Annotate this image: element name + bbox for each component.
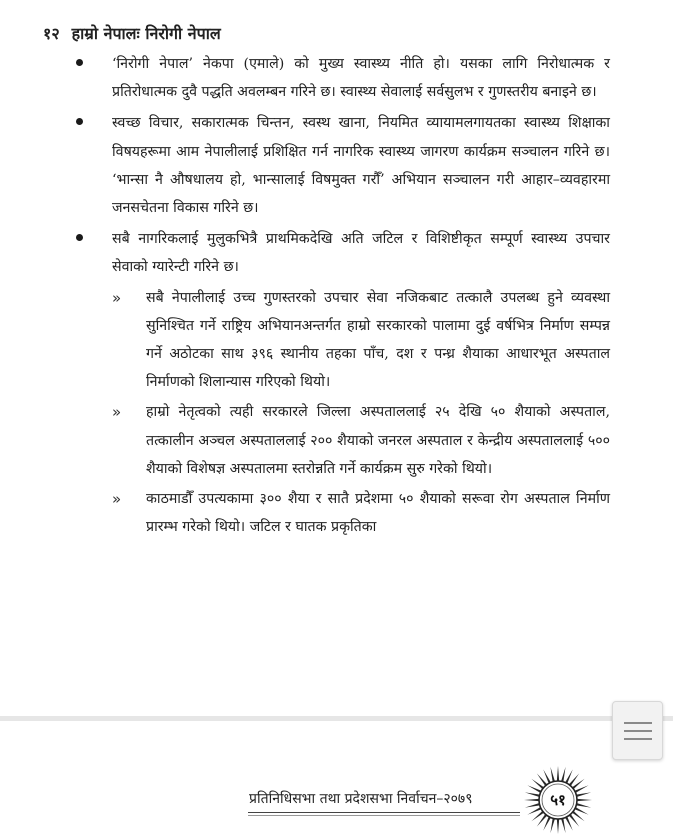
bullet-item (74, 109, 610, 222)
menu-line (624, 730, 652, 732)
footer-rule-thin (248, 815, 520, 816)
menu-line (624, 738, 652, 740)
sub-item (112, 485, 610, 541)
footer-title: प्रतिनिधिसभा तथा प्रदेशसभा निर्वाचन–२०७९ (249, 791, 473, 807)
section-number: १२ (43, 24, 60, 43)
section-heading (43, 22, 221, 44)
bullet-text: सबै नागरिकलाई मुलुकभित्रै प्राथमिकदेखि अति जटिल र विशिष्टीकृत सम्पूर्ण स्वास्थ्य उपचार सेवाको ग्यारेन्टी गरिने छ। (112, 231, 610, 276)
bullet-text: ‘निरोगी नेपाल’ नेकपा (एमाले) को मुख्य स्वास्थ्य नीति हो। यसका लागि निरोधात्मक र प्रतिरोधात्मक दुवै पद्धति अवलम्बन गरिने छ। स्वास्थ्य सेवालाई सर्वसुलभ र गुणस्तरीय बनाइने छ। (112, 56, 610, 101)
page-number: ५१ (550, 791, 566, 809)
footer-rule (248, 812, 520, 813)
page-divider (0, 716, 673, 721)
menu-line (624, 722, 652, 724)
bullet-text: स्वच्छ विचार, सकारात्मक चिन्तन, स्वस्थ खाना, नियमित व्यायामलगायतका स्वास्थ्य शिक्षाका विषयहरूमा आम नेपालीलाई प्रशिक्षित गर्न नागरिक स्वास्थ्य जागरण कार्यक्रम सञ्चालन गरिने छ। ‘भान्सा नै औषधालय हो, भान्सालाई विषमुक्त गरौँ’ अभियान सञ्चालन गरी आहार–व्यवहारमा जनसचेतना विकास गरिने छ। (112, 115, 610, 217)
sub-item (112, 398, 610, 483)
bullet-dot-icon (76, 118, 83, 125)
bullet-list (74, 50, 610, 544)
bullet-item (74, 50, 610, 106)
double-chevron-icon: » (112, 288, 122, 307)
hamburger-menu-icon[interactable] (612, 701, 663, 760)
sub-item (112, 284, 610, 397)
double-chevron-icon: » (112, 403, 122, 422)
bullet-item (74, 225, 610, 541)
double-chevron-icon: » (112, 490, 122, 509)
sub-item-text: काठमाडौँ उपत्यकामा ३०० शैया र सातै प्रदेशमा ५० शैयाको सरूवा रोग अस्पताल निर्माण प्रारम्भ गरेको थियो। जटिल र घातक प्रकृतिका (146, 491, 610, 536)
bullet-dot-icon (76, 234, 83, 241)
sub-item-text: हाम्रो नेतृत्वको त्यही सरकारले जिल्ला अस्पताललाई २५ देखि ५० शैयाको अस्पताल, तत्कालीन अञ्चल अस्पताललाई २०० शैयाको जनरल अस्पताल र केन्द्रीय अस्पताललाई ५०० शैयाको विशेषज्ञ अस्पतालमा स्तरोन्नति गर्ने कार्यक्रम सुरु गरेको थियो। (146, 404, 610, 477)
sub-list (112, 284, 610, 542)
bullet-dot-icon (76, 59, 83, 66)
section-title: हाम्रो नेपालः निरोगी नेपाल (71, 24, 221, 43)
sub-item-text: सबै नेपालीलाई उच्च गुणस्तरको उपचार सेवा नजिकबाट तत्कालै उपलब्ध हुने व्यवस्था सुनिश्चित गर्ने राष्ट्रिय अभियानअन्तर्गत हाम्रो सरकारको पालामा दुई वर्षभित्र निर्माण सम्पन्न गर्ने अठोटका साथ ३९६ स्थानीय तहका पाँच, दश र पन्ध्र शैयाका आधारभूत अस्पताल निर्माणको शिलान्यास गरिएको थियो। (146, 289, 610, 391)
